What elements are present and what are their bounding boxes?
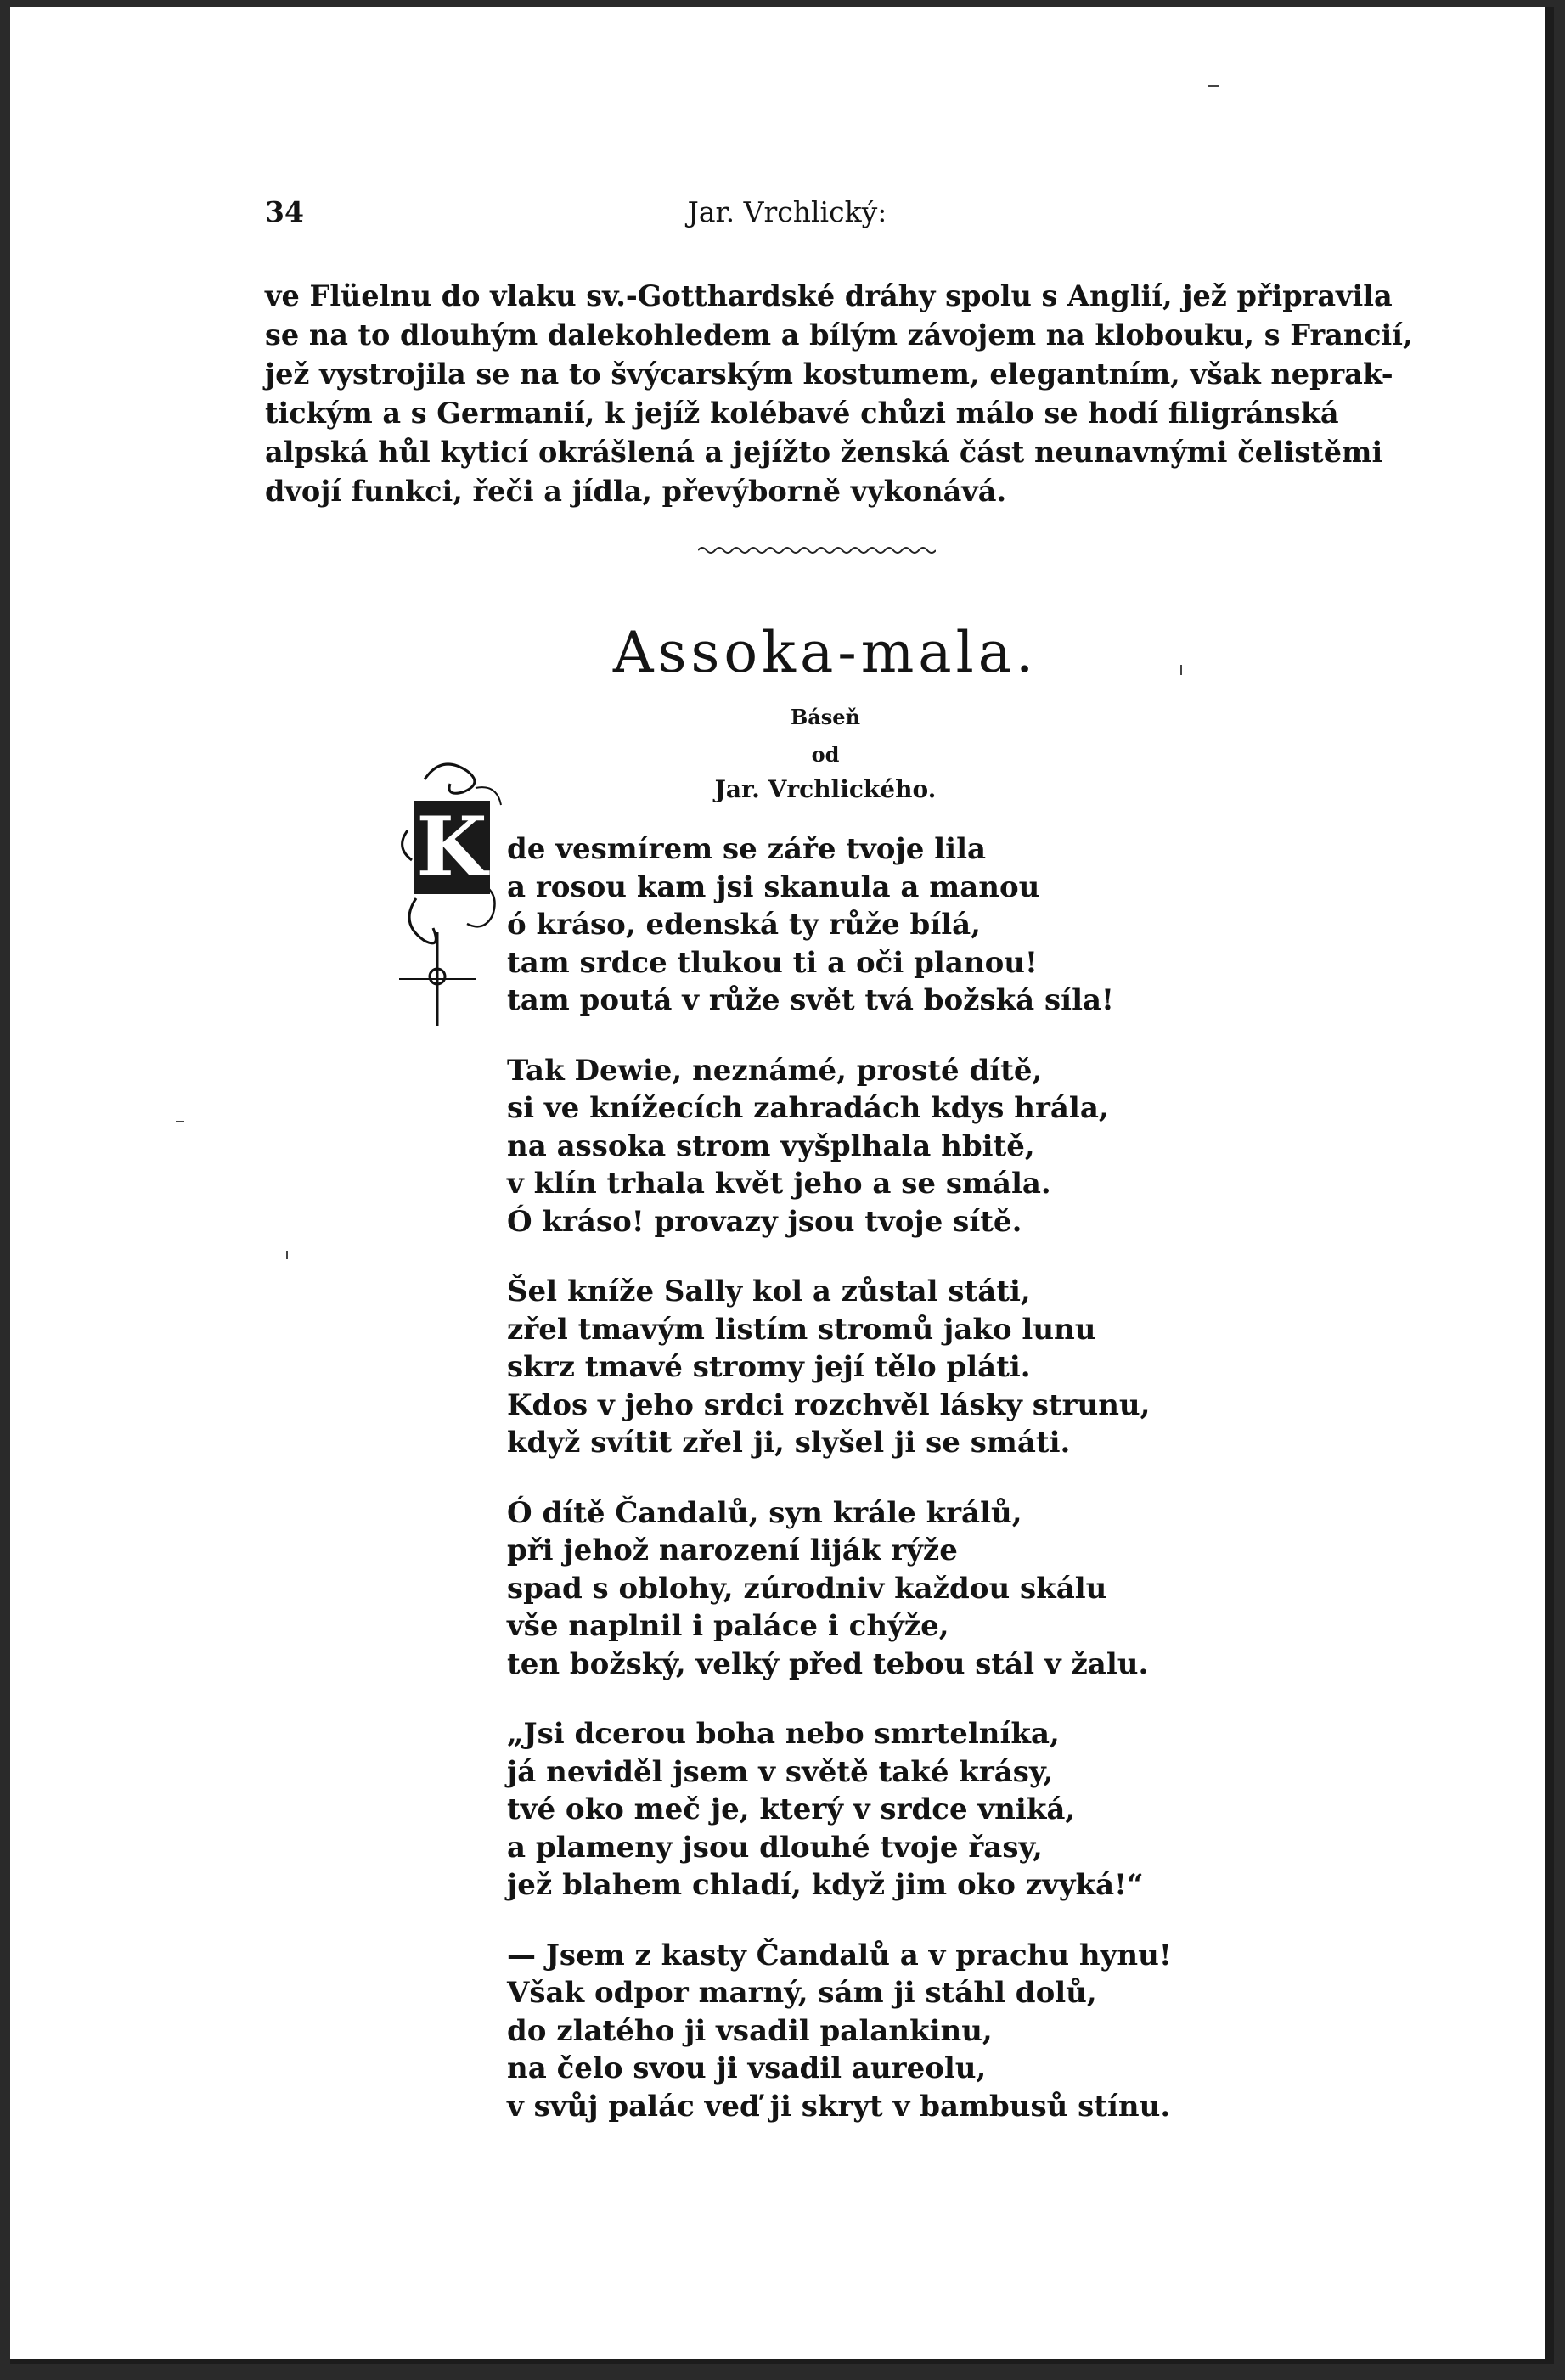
verse-line: ten božský, velký před tebou stál v žalu. [507,1646,1149,1681]
scan-speck [1208,85,1219,87]
initial-letter: K [414,801,490,894]
prose-line: se na to dlouhým dalekohledem a bílým závojem na klobouku, s Francií, [265,318,1413,352]
prose-line: dvojí funkci, řeči a jídla, převýborně vykonává. [265,475,1007,508]
verse-line: — Jsem z kasty Čandalů a v prachu hynu! [507,1938,1172,1972]
book-page [10,7,1554,2364]
verse-line: tam srdce tlukou ti a oči planou! [507,945,1038,980]
verse-line: a plameny jsou dlouhé tvoje řasy, [507,1830,1043,1865]
scan-speck [176,1121,184,1122]
page-header [265,195,1309,238]
verse-line: tvé oko meč je, který v srdce vniká, [507,1792,1076,1826]
poem-by: od [811,742,840,767]
verse-line: si ve knížecích zahradách kdys hrála, [507,1091,1109,1125]
verse-line: zřel tmavým listím stromů jako lunu [507,1312,1096,1347]
poem-title: Assoka-mala. [612,620,1039,685]
prose-line: ve Flüelnu do vlaku sv.-Gotthardské dráhy spolu s Anglií, jež připravila [265,279,1393,312]
stanza [507,1052,1356,1241]
stanza [507,1937,1356,2126]
poem-body [507,830,1356,2158]
scan-speck [1180,665,1182,675]
verse-line: při jehož narození liják rýže [507,1533,958,1567]
verse-line: „Jsi dcerou boha nebo smrtelníka, [507,1717,1060,1751]
verse-line: v svůj palác veď ji skryt v bambusů stínu. [507,2089,1171,2124]
prose-paragraph [265,277,1413,511]
verse-line: když svítit zřel ji, slyšel ji se smáti. [507,1426,1071,1460]
prose-line: tickým a s Germanií, k jejíž kolébavé chůzi málo se hodí filigránská [265,397,1339,430]
verse-line: Ó kráso! provazy jsou tvoje sítě. [507,1204,1022,1239]
stanza [507,1494,1356,1684]
verse-line: skrz tmavé stromy její tělo pláti. [507,1350,1031,1384]
page-number: 34 [265,195,304,228]
verse-line: Však odpor marný, sám ji stáhl dolů, [507,1976,1097,2010]
verse-line: Šel kníže Sally kol a zůstal státi, [507,1274,1031,1308]
prose-line: alpská hůl kyticí okrášlená a jejížto ženská část neunavnými čelistěmi [265,436,1383,469]
running-head: Jar. Vrchlický: [687,195,887,228]
ornamental-divider [698,542,936,559]
verse-line: já neviděl jsem v světě také krásy, [507,1754,1054,1789]
verse-line: Tak Dewie, neznámé, prosté dítě, [507,1053,1043,1088]
verse-line: spad s oblohy, zúrodniv každou skálu [507,1571,1107,1606]
verse-line: tam poutá v růže svět tvá božská síla! [507,983,1114,1017]
verse-line: jež blahem chladí, když jim oko zvyká!“ [507,1868,1144,1902]
stanza [507,830,1356,1020]
scan-speck [286,1251,288,1259]
poem-author: Jar. Vrchlického. [714,775,937,803]
verse-line: na čelo svou ji vsadil aureolu, [507,2051,987,2085]
verse-line: na assoka strom vyšplhala hbitě, [507,1128,1035,1163]
verse-line: de vesmírem se záře tvoje lila [507,832,987,866]
stanza [507,1715,1356,1905]
verse-line: a rosou kam jsi skanula a manou [507,869,1040,904]
verse-line: ó kráso, edenská ty růže bílá, [507,908,982,942]
verse-line: do zlatého ji vsadil palankinu, [507,2013,993,2048]
verse-line: v klín trhala květ jeho a se smála. [507,1167,1051,1201]
poem-genre: Báseň [790,705,861,729]
stanza [507,1273,1356,1462]
verse-line: Ó dítě Čandalů, syn krále králů, [507,1495,1022,1530]
prose-line: jež vystrojila se na to švýcarským kostumem, elegantním, však neprak- [265,357,1393,391]
verse-line: vše naplnil i paláce i chýže, [507,1609,949,1643]
verse-line: Kdos v jeho srdci rozchvěl lásky strunu, [507,1387,1151,1422]
